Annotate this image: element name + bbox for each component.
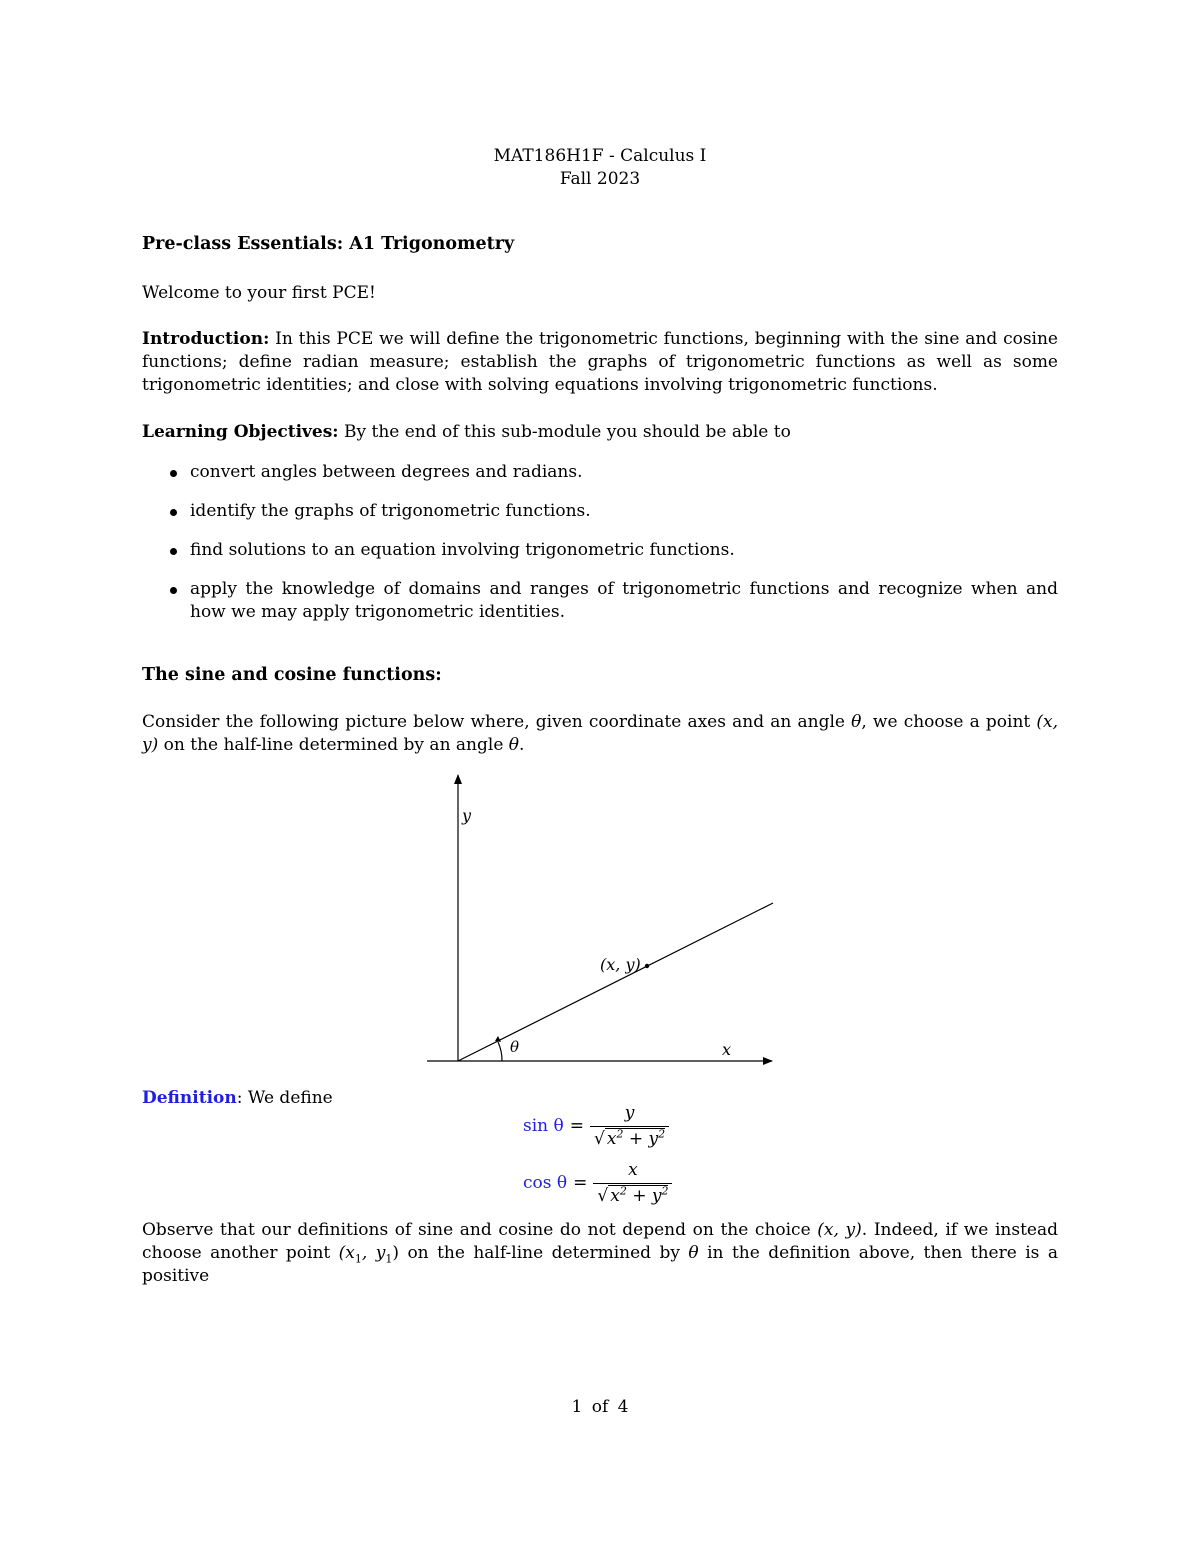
page-total: 4	[617, 1397, 629, 1417]
bullet-icon	[170, 470, 177, 477]
point-label: (x, y)	[600, 955, 641, 974]
subsection-title: The sine and cosine functions:	[142, 665, 442, 685]
learning-objectives-label: Learning Objectives:	[142, 422, 339, 442]
sin-fraction: $\frac{y}{√ x^2 + y^2}$	[590, 1102, 669, 1151]
page-number: 1	[571, 1397, 583, 1417]
arc-arrowhead	[495, 1036, 501, 1042]
definition-label: Definition	[142, 1088, 237, 1108]
objectives-list	[142, 461, 1058, 624]
introduction-text: In this PCE we will define the trigonometric functions, beginning with the sine and cosine functions; define radian measure; establish the graphs of trigonometric functions as well as some trigonometric identities; and close with solving equations involving trigonometric functions.	[142, 329, 1058, 395]
definition-intro: Definition: We define	[142, 1088, 333, 1108]
learning-objectives-text: By the end of this sub-module you should be able to	[338, 422, 791, 442]
list-item: identify the graphs of trigonometric functions.	[142, 500, 1058, 523]
cos-fraction: $\frac{x}{√ x^2 + y^2}$	[593, 1159, 672, 1208]
sin-lhs: sin θ	[523, 1115, 564, 1136]
angle-label: θ	[510, 1038, 520, 1056]
introduction-label: Introduction:	[142, 329, 270, 349]
y-axis-label: y	[462, 806, 472, 825]
consider-paragraph: Consider the following picture below where, given coordinate axes and an angle θ, we choose a point (x, y) on the half-line determined by an angle θ.	[142, 712, 1059, 755]
bullet-icon	[170, 587, 177, 594]
angle-figure	[420, 770, 790, 1075]
page-footer: 1 of 4	[571, 1397, 629, 1417]
list-item: find solutions to an equation involving trigonometric functions.	[142, 539, 1058, 562]
x-axis-label: x	[722, 1040, 732, 1059]
bullet-icon	[170, 548, 177, 555]
learning-objectives-paragraph	[142, 421, 1058, 444]
welcome-text: Welcome to your first PCE!	[142, 283, 376, 303]
observe-paragraph: Observe that our definitions of sine and cosine do not depend on the choice (x, y). Indeed, if we instead choose another point ($x_1$, $y_1$) on the half-line determined by θ in the definition above, then there is a positive	[142, 1220, 1059, 1286]
sin-equation: sin θ = $\frac{y}{√ x^2 + y^2}$	[523, 1100, 669, 1152]
angle-arc	[498, 1042, 502, 1061]
half-line	[458, 903, 773, 1061]
term-label: Fall 2023	[559, 169, 641, 189]
cos-lhs: cos θ	[523, 1172, 568, 1193]
bullet-icon	[170, 509, 177, 516]
list-item: apply the knowledge of domains and ranges of trigonometric functions and recognize when and how we may apply trigonometric identities.	[142, 578, 1058, 624]
list-item: convert angles between degrees and radians.	[142, 461, 1058, 484]
introduction-paragraph	[142, 328, 1058, 397]
section-title: Pre-class Essentials: A1 Trigonometry	[142, 234, 515, 254]
course-title: MAT186H1F - Calculus I	[493, 146, 707, 166]
point-marker	[645, 964, 649, 968]
cos-equation: cos θ = $\frac{x}{√ x^2 + y^2}$	[523, 1157, 672, 1209]
